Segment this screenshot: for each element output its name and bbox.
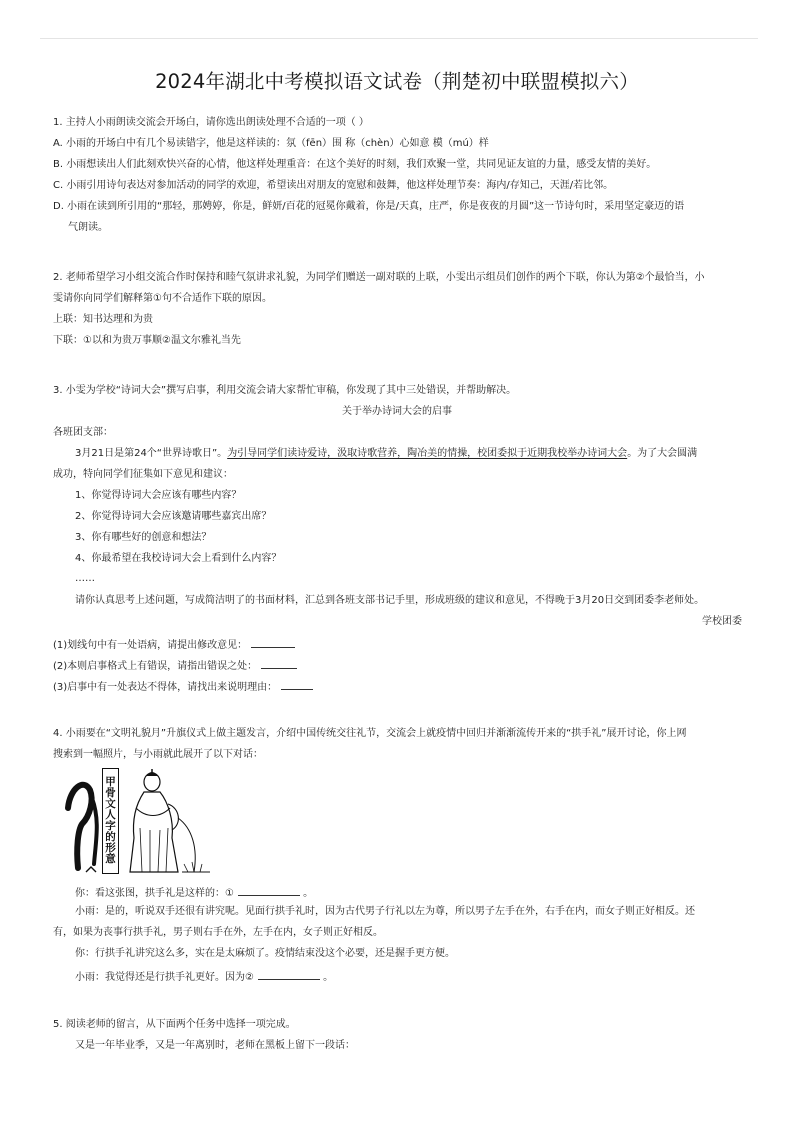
caption-char: 文 — [105, 798, 116, 810]
notice-item: 3、你有哪些好的创意和想法？ — [75, 532, 212, 543]
gongshou-figure — [60, 768, 220, 880]
q5-stem: 5. 阅读老师的留言，从下面两个任务中选择一项完成。 — [53, 1019, 296, 1030]
dialog-line-4 — [75, 968, 333, 985]
q1-option-d: D. 小雨在读到所引用的“那轻，那娉婷，你是，鲜妍/百花的冠冕你戴着，你是/天真，庄严，你是夜夜的月圆”这一节诗句时，采用坚定豪迈的语 — [53, 201, 685, 212]
notice-body-line1 — [75, 447, 697, 461]
notice-body-lead: 3月21日是第24个“世界诗歌日”。 — [75, 448, 228, 459]
caption-char: 形 — [105, 842, 116, 854]
q1-option-c: C. 小雨引用诗句表达对参加活动的同学的欢迎，希望读出对朋友的宽慰和鼓舞，他这样处理节奏：海内/存知己，天涯/若比邻。 — [53, 180, 614, 191]
q3-sub1-text: (1)划线句中有一处语病，请提出修改意见： — [53, 640, 248, 651]
answer-blank[interactable] — [261, 657, 297, 669]
caption-char: 甲 — [105, 776, 116, 788]
dialog-1-text: 你：看这张图，拱手礼是这样的：① — [75, 888, 234, 899]
q5-line1: 又是一年毕业季，又是一年离别时，老师在黑板上留下一段话： — [75, 1040, 355, 1051]
dialog-line-2-cont: 有，如果为丧事行拱手礼，男子则右手在外，左手在内，女子则正好相反。 — [53, 927, 383, 938]
q4-stem: 4. 小雨要在“文明礼貌月”升旗仪式上做主题发言，介绍中国传统交往礼节，交流会上就疫情中回归并渐渐流传开来的“拱手礼”展开讨论，你上网 — [53, 728, 687, 739]
period: 。 — [299, 888, 314, 899]
caption-char: 人 — [105, 809, 116, 821]
period: 。 — [319, 972, 334, 983]
q1-option-d-cont: 气朗读。 — [68, 222, 108, 233]
notice-salutation: 各班团支部： — [53, 427, 113, 438]
caption-char: 骨 — [105, 787, 116, 799]
q2-stem-cont: 雯请你向同学们解释第①句不合适作下联的原因。 — [53, 293, 272, 304]
dialog-4-text: 小雨：我觉得还是行拱手礼更好。因为② — [75, 972, 254, 983]
notice-signature: 学校团委 — [702, 616, 742, 627]
q1-option-a: A. 小雨的开场白中有几个易读错字，他是这样读的：氛（fēn）围 称（chèn）心如意 模（mú）样 — [53, 138, 489, 149]
caption-char: 意 — [105, 853, 116, 865]
notice-title: 关于举办诗词大会的启事 — [342, 406, 452, 417]
page-title: 2024年湖北中考模拟语文试卷（荆楚初中联盟模拟六） — [155, 70, 639, 93]
dialog-line-1 — [75, 884, 313, 901]
q1-stem: 1. 主持人小雨朗读交流会开场白，请你选出朗读处理不合适的一项（ ） — [53, 117, 369, 128]
q3-stem: 3. 小雯为学校“诗词大会”撰写启事，利用交流会请大家帮忙审稿，你发现了其中三处错误，并帮助解决。 — [53, 385, 517, 396]
q3-sub2-text: (2)本则启事格式上有错误，请指出错误之处： — [53, 661, 258, 672]
notice-item: 1、你觉得诗词大会应该有哪些内容？ — [75, 490, 242, 501]
notice-item: 2、你觉得诗词大会应该邀请哪些嘉宾出席？ — [75, 511, 272, 522]
notice-body-line2: 成功，特向同学们征集如下意见和建议： — [53, 469, 233, 480]
q3-subquestion-1 — [53, 636, 295, 653]
bowing-figure-illustration — [122, 768, 218, 880]
underlined-sentence: 为引导同学们读诗爱诗，汲取诗歌营养，陶冶美的情操，校团委拟于近期我校举办诗词大会 — [227, 448, 628, 459]
dialog-line-3: 你：行拱手礼讲究这么多，实在是太麻烦了。疫情结束没这个必要，还是握手更方便。 — [75, 948, 455, 959]
oracle-bone-ren-character — [60, 768, 102, 880]
notice-request: 请你认真思考上述问题，写成简洁明了的书面材料，汇总到各班支部书记手里，形成班级的建议和意见，不得晚于3月20日交到团委李老师处。 — [75, 595, 705, 606]
q1-option-b: B. 小雨想读出人们此刻欢快兴奋的心情，他这样处理重音：在这个美好的时刻，我们欢聚一堂，共同见证友谊的力量，感受友情的美好。 — [53, 159, 657, 170]
q2-upper-couplet: 上联：知书达理和为贵 — [53, 314, 153, 325]
q3-sub3-text: (3)启事中有一处表达不得体，请找出来说明理由： — [53, 682, 278, 693]
q3-subquestion-2 — [53, 657, 297, 674]
notice-ellipsis: …… — [75, 573, 95, 584]
answer-blank[interactable] — [281, 678, 313, 690]
figure-caption-box — [102, 768, 119, 874]
notice-body-tail: 。为了大会圆满 — [627, 448, 698, 459]
answer-blank-1[interactable] — [238, 884, 300, 896]
dialog-line-2: 小雨：是的，听说双手还很有讲究呢。见面行拱手礼时，因为古代男子行礼以左为尊，所以男子左手在外，右手在内，而女子则正好相反。还 — [75, 906, 695, 917]
q3-subquestion-3 — [53, 678, 313, 695]
q2-lower-couplet: 下联：①以和为贵万事顺②温文尔雅礼当先 — [53, 335, 241, 346]
q4-stem-cont: 搜索到一幅照片，与小雨就此展开了以下对话： — [53, 749, 263, 760]
answer-blank-2[interactable] — [258, 968, 320, 980]
caption-char: 的 — [105, 831, 116, 843]
answer-blank[interactable] — [251, 636, 295, 648]
notice-item: 4、你最希望在我校诗词大会上看到什么内容？ — [75, 553, 282, 564]
header-divider — [40, 38, 758, 39]
caption-char: 字 — [105, 820, 116, 832]
q2-stem: 2. 老师希望学习小组交流合作时保持和睦气氛讲求礼貌，为同学们赠送一副对联的上联，小雯出示组员们创作的两个下联，你认为第②个最恰当，小 — [53, 272, 705, 283]
